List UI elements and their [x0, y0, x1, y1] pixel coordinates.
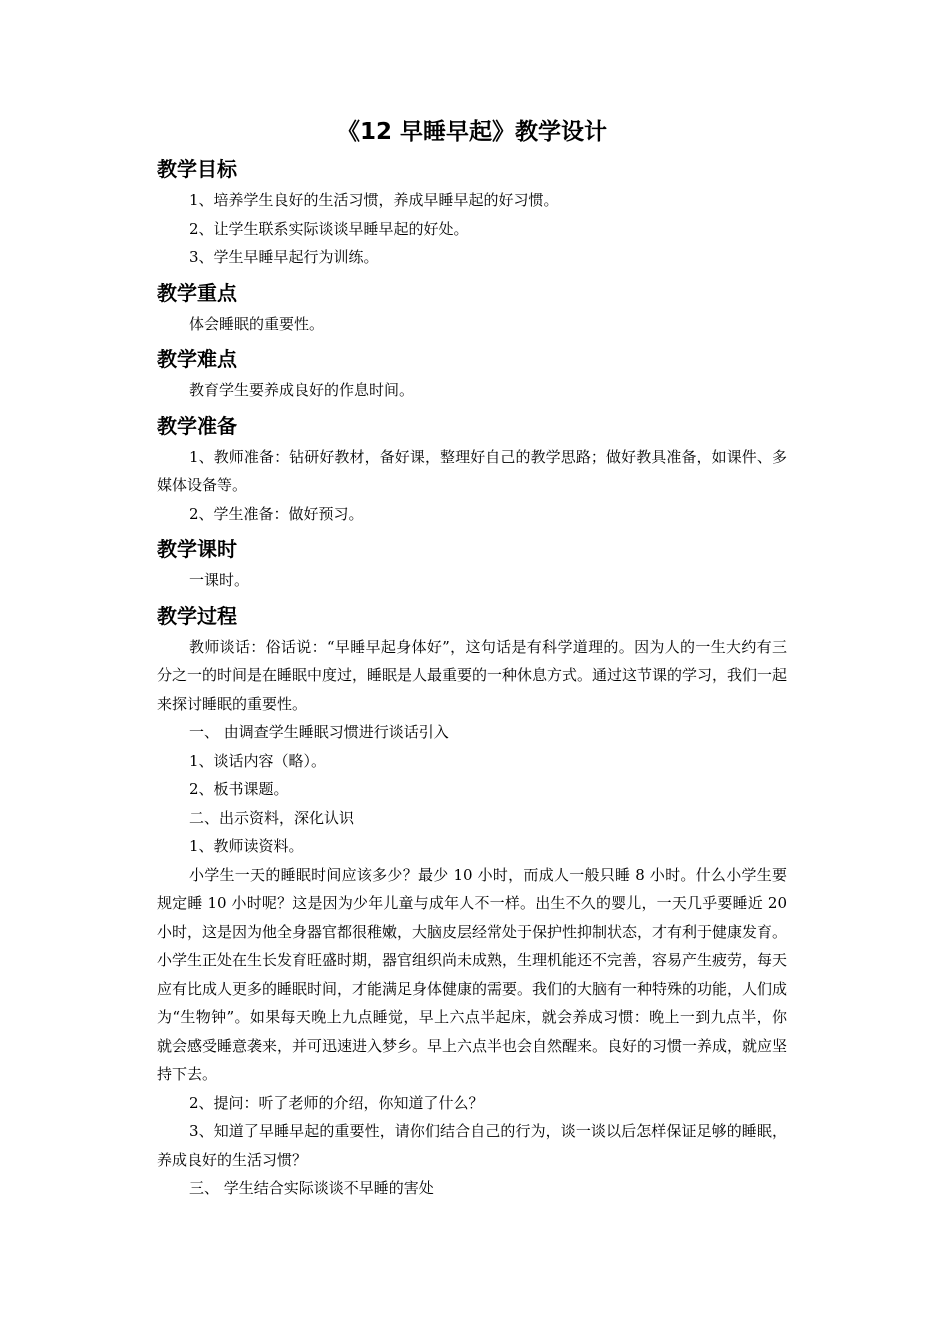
section-heading: 教学过程	[157, 603, 237, 628]
paragraph: 1、教师准备：钻研好教材，备好课，整理好自己的教学思路；做好教具准备，如课件、多媒体设备等。	[157, 447, 787, 494]
section-process	[157, 603, 787, 1203]
section-heading: 教学准备	[157, 413, 237, 438]
paragraph: 一课时。	[189, 571, 250, 589]
paragraph: 3、知道了早睡早起的重要性，请你们结合自己的行为，谈一谈以后怎样保证足够的睡眠，养成良好的生活习惯？	[157, 1122, 787, 1169]
section-heading: 教学课时	[157, 537, 237, 561]
paragraph: 教师谈话：俗话说：“早睡早起身体好”，这句话是有科学道理的。因为人的一生大约有三分之一的时间是在睡眠中度过，睡眠是人最重要的一种休息方式。通过这节课的学习，我们一起来探讨睡眠的重要性。	[157, 637, 788, 713]
section-heading: 教学重点	[157, 280, 237, 305]
paragraph: 二、出示资料，深化认识	[189, 808, 355, 827]
section-heading: 教学难点	[157, 347, 237, 371]
paragraph: 2、让学生联系实际谈谈早睡早起的好处。	[189, 219, 469, 238]
paragraph: 3、学生早睡早起行为训练。	[189, 248, 379, 266]
paragraph: 2、学生准备：做好预习。	[189, 504, 364, 523]
paragraph: 教育学生要养成良好的作息时间。	[189, 381, 415, 399]
section-heading: 教学目标	[157, 157, 237, 181]
paragraph: 1、谈话内容（略）。	[189, 751, 327, 770]
paragraph: 三、 学生结合实际谈谈不早睡的害处	[189, 1179, 434, 1197]
section-difficulties	[157, 346, 787, 405]
section-objectives	[157, 156, 787, 272]
paragraph: 1、培养学生良好的生活习惯，养成早睡早起的好习惯。	[189, 191, 559, 209]
document-body	[157, 116, 787, 1203]
paragraph: 2、提问：听了老师的介绍，你知道了什么？	[189, 1093, 484, 1112]
paragraph: 一、 由调查学生睡眠习惯进行谈话引入	[189, 723, 449, 741]
section-key-points	[157, 280, 787, 339]
section-class-hours	[157, 536, 787, 595]
document-title: 《12 早睡早起》教学设计	[336, 119, 607, 145]
paragraph: 小学生一天的睡眠时间应该多少？最少 10 小时，而成人一般只睡 8 小时。什么小学生要规定睡 10 小时呢？这是因为少年儿童与成年人不一样。出生不久的婴儿，一天几乎要睡近 20 小时，这是因为他全身器官都很稚嫩，大脑皮层经常处于保护性抑制状态，才有利于健康发育。小学生正处在生长发育旺盛时期，器官组织尚未成熟，生理机能还不完善，容易产生疲劳，每天应有比成人更多的睡眠时间，才能满足身体健康的需要。我们的大脑有一种特殊的功能，人们成为“生物钟”。如果每天晚上九点睡觉，早上六点半起床，就会养成习惯：晚上一到九点半，你就会感受睡意袭来，并可迅速进入梦乡。早上六点半也会自然醒来。良好的习惯一养成，就应坚持下去。	[157, 865, 788, 1083]
paragraph: 1、教师读资料。	[189, 837, 304, 855]
paragraph: 2、板书课题。	[189, 780, 289, 798]
paragraph: 体会睡眠的重要性。	[189, 314, 325, 333]
section-preparation	[157, 413, 787, 529]
